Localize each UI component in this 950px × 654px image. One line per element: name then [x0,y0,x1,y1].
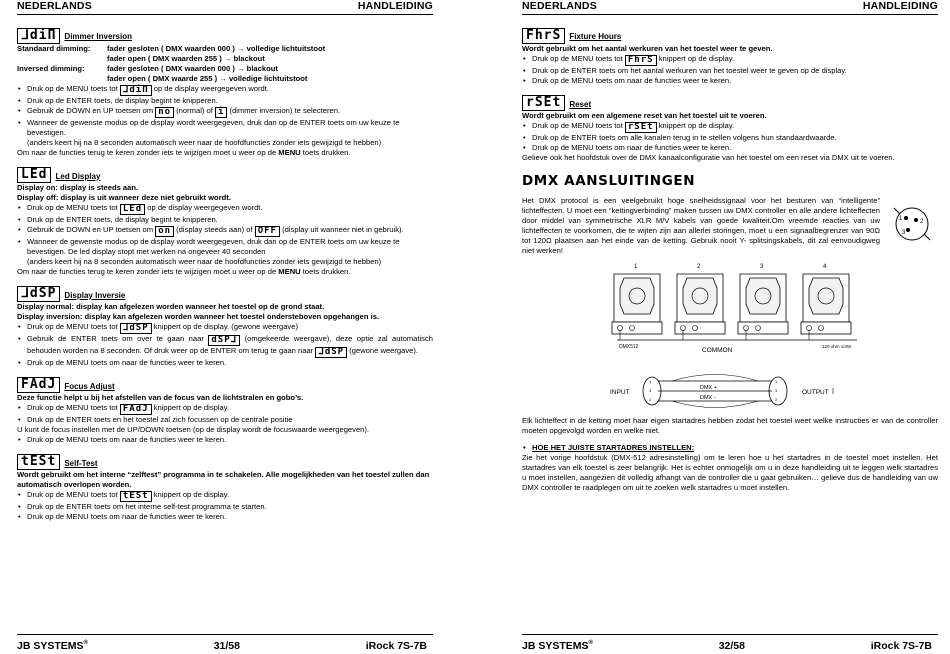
xlr-pin-label: 1 [649,379,652,385]
paragraph: Om naar de functies terug te keren zonder iets te wijzigen moet u weer op de MENU toets drukken. [17,267,351,277]
section-led-display [17,166,433,277]
xlr-pin-label: 2 [920,218,924,225]
list-item: • Druk op de MENU toets om naar de functies weer te keren. [17,512,433,522]
subheading-list [522,443,938,453]
section-self-test [17,453,433,522]
fixture-4 [801,264,851,340]
terminator-label: 120 ohm 1/4W [822,344,852,350]
lcd-display-icon: rSEt [625,122,657,133]
instruction-list [17,322,433,368]
instruction-list [522,54,938,86]
page-footer [17,634,433,654]
instruction-list [17,203,433,257]
section-display-inversion [17,285,433,368]
input-label: INPUT [610,389,630,397]
header-rule [522,14,938,15]
lcd-display-icon: ᒧdiΠ [17,28,60,44]
footer-brand: JB SYSTEMS® [522,640,593,652]
list-item: • Gebruik de DOWN en UP toetsen om on (display steeds aan) of OFF (display uit wanneer niet in gebruik). [17,225,433,237]
lcd-display-icon: FhrS [625,55,657,66]
section-heading-dmx: DMX AANSLUITINGEN [522,173,696,190]
instruction-list [17,403,433,425]
fixture-chain [612,264,851,340]
list-item: • Wanneer de gewenste modus op de display wordt weergegeven, druk dan op de ENTER toets om uw keuze te bevestigen. De led display stopt met werken na ongeveer 40 seconden [17,237,433,257]
dimming-value: fader open ( DMX waarden 255 ) → blackout [107,54,265,64]
xlr-pin-label: 2 [649,397,652,403]
dimming-value: fader open ( DMX waarde 255 ) → volledige lichtuitstoot [107,74,308,84]
lcd-display-icon: ᒧdSP [315,347,347,358]
header-language: NEDERLANDS [17,0,92,12]
fixture-1 [612,264,662,340]
dimming-table [17,44,433,84]
footer-model: iRock 7S-7B [870,640,932,652]
lcd-display-icon: tESt [120,491,152,502]
subheading-start-address: • HOE HET JUISTE STARTADRES INSTELLEN: [522,443,938,453]
section-title: Display Inversie [64,290,126,300]
page-31 [17,0,433,654]
dimming-label: Standaard dimming: [17,44,91,53]
dmx-minus-label: DMX - [700,395,716,402]
lcd-display-icon: dSPᒧ [208,335,240,346]
paragraph: Wordt gebruikt om een algemene reset van het toestel uit te voeren. [522,111,767,121]
xlr-pin-label: 3 [649,388,652,394]
header-language: NEDERLANDS [522,0,597,12]
list-item: • Druk op de MENU toets om naar de functies weer te keren. [522,143,938,153]
paragraph: Display on: display is steeds aan. [17,183,139,193]
xlr-pin-label: 1 [899,215,903,222]
output-label: OUTPUT [802,389,829,397]
section-title: Fixture Hours [569,32,622,42]
paragraph: U kunt de focus instellen met de UP/DOWN toetsen (op de display wordt de focuswaarde weergegeven). [17,425,370,435]
dmx-intro [522,196,938,256]
lcd-display-icon: FAdJ [120,404,152,415]
xlr-pin-label: 2 [775,397,778,403]
header-title: HANDLEIDING [862,0,938,12]
dmx-plus-label: DMX + [700,385,717,392]
fixture-3 [738,264,788,340]
section-focus-adjust [17,376,433,445]
lcd-display-icon: ᒧdSP [120,323,152,334]
instruction-list [17,435,433,445]
list-item: • Druk op de ENTER toets en het toestel zal zich focussen op de centrale positie [17,415,433,425]
list-item: • Druk op de ENTER toets om het interne self-test programma te starten. [17,502,433,512]
dmx-wiring-diagram [522,260,938,410]
xlr-pin-label: 1 [775,379,778,385]
paragraph: Deze functie helpt u bij het afstellen van de focus van de lichtstralen en gobo’s. [17,393,304,403]
list-item: • Druk op de MENU toets tot tESt knippert op de display. [17,490,433,502]
dimming-label: Inversed dimming: [17,64,85,74]
list-item: • Druk op de ENTER toets, de display begint te knipperen. [17,215,433,225]
lcd-display-icon: ᒧdSP [17,286,60,302]
list-item: • Druk op de ENTER toets om alle kanalen terug in te stellen volgens hun standaardwaarde. [522,133,938,143]
instruction-list [522,121,938,153]
list-item: • Druk op de MENU toets tot ᒧdiΠ op de display weergegeven wordt. [17,84,433,96]
paragraph: Elk lichteffect in de ketting moet haar eigen startadres hebben zodat het toestel weet welke instructies er van de controller moeten opgevolgd worden en welke niet. [522,416,938,436]
section-title: Led Display [55,171,101,181]
lcd-display-icon: LEd [120,204,145,215]
header-title: HANDLEIDING [357,0,433,12]
lcd-display-icon: tESt [17,454,60,470]
note: (anders keert hij na 8 seconden automatisch weer naar de hoofdfuncties zonder iets gewijzigd te hebben) [27,138,382,148]
list-item: • Druk op de MENU toets tot FAdJ knippert op de display. [17,403,433,415]
section-dimmer-inversion [17,27,433,158]
page-footer [522,634,938,654]
list-item: • Druk op de MENU toets om naar de functies weer te keren. [522,76,938,86]
section-title: Reset [569,99,592,109]
xlr-pin-label: 3 [775,388,778,394]
page-header [17,0,433,14]
fixture-number: 4 [823,264,827,271]
header-rule [17,14,433,15]
list-item: • Gebruik de ENTER toets om over te gaan naar dSPᒧ (omgekeerde weergave), deze optie zal automatisch behouden worden na 8 seconden. Of druk weer op de ENTER om terug te gaan naar ᒧdSP (gewone weergave). [17,334,433,358]
list-item: • Wanneer de gewenste modus op de display wordt weergegeven, druk dan op de ENTER toets om uw keuze te bevestigen. [17,118,433,138]
footer-model: iRock 7S-7B [365,640,427,652]
paragraph: Display inversion: display kan afgelezen worden wanneer het toestel ondersteboven opgehangen is. [17,312,380,322]
note: (anders keert hij na 8 seconden automatisch weer naar de hoofdfuncties zonder iets gewijzigd te hebben) [27,257,382,267]
list-item: • Druk op de ENTER toets, de display begint te knipperen. [17,96,433,106]
lcd-display-icon: OFF [255,226,280,237]
page-32 [522,0,938,654]
instruction-list [17,84,433,138]
paragraph: Display normal: display kan afgelezen worden wanneer het toestel op de grond staat. [17,302,325,312]
list-item: • Druk op de MENU toets om naar de functies weer te keren. [17,435,433,445]
lcd-display-icon: on [155,226,174,237]
list-item: • Druk op de ENTER toets om het aantal werkuren van het toestel weer te geven op de display. [522,66,938,76]
lcd-display-icon: FhrS [522,28,565,44]
dmx512-label: DMX512 [619,344,639,351]
list-item: • Gebruik de DOWN en UP toetsen om no (normal) of i (dimmer inversion) te selecteren. [17,106,433,118]
section-reset [522,94,938,163]
paragraph: Wordt gebruikt om het aantal werkuren van het toestel weer te geven. [522,44,773,53]
paragraph: Om naar de functies terug te keren zonder iets te wijzigen moet u weer op de MENU toets drukken. [17,148,351,158]
paragraph: Het DMX protocol is een veelgebruikt hoge snelheidssignaal voor het besturen van “intelligente” lichteffecten. U moet een “kettingverbinding” maken tussen uw DMX controller en alle andere lichteffecten door middel van symmetrische XLR M/V kabels van goede kwaliteit.Om vreemde reacties van uw lichteffecten te voorkomen, die te wijten zijn aan allerlei storingen, moet u een signaalbegrenzer van 90Ω tot 120Ω plaatsen aan het einde van de ketting. Gebruik nooit Y- splitsingskabels, dit zal eenvoudigweg niet werken! [522,195,880,255]
lcd-display-icon: LEd [17,167,51,183]
section-title: Focus Adjust [64,381,115,391]
footer-page-number: 32/58 [718,640,745,652]
footer-brand: JB SYSTEMS® [17,640,88,652]
section-fixture-hours [522,27,938,86]
dimming-value: fader gesloten ( DMX waarden 000 ) → blackout [107,64,278,74]
list-item: • Druk op de MENU toets tot LEd op de display weergegeven wordt. [17,203,433,215]
lcd-display-icon: ᒧdiΠ [120,85,152,96]
paragraph: Zie het vorige hoofdstuk (DMX-512 adresinstelling) om te leren hoe u het startadres in de toestel moet instellen. Het startadres van elk toestel is zeer belangrijk. Het is echter onmogelijk om u in deze handleiding uit te leggen welk startadres u moet instellen, aangezien dit volledig afhangt van de controller die u gaat gebruiken… gelieve dus de handleiding van uw DMX controller te raadplegen om uit te zoeken welk startadres u moet instellen. [522,453,938,493]
dimming-label [17,74,107,84]
fixture-number: 2 [697,264,701,271]
page-header [522,0,938,14]
lcd-display-icon: i [215,107,227,118]
paragraph: Gelieve ook het hoofdstuk over de DMX kanaalconfiguratie van het toestel om een reset via DMX uit te voeren. [522,153,895,163]
fixture-number: 3 [760,264,764,271]
paragraph: Wordt gebruikt om het interne “zelftest” programma in te schakelen. Alle mogelijkheden van het toestel zullen dan automatisch overlopen worden. [17,470,430,490]
fixture-number: 1 [634,264,638,271]
dimming-label [17,54,107,64]
list-item: • Druk op de MENU toets tot rSEt knippert op de display. [522,121,938,133]
xlr-connector-icon [890,202,934,246]
common-label: COMMON [702,347,733,355]
list-item: • Druk op de MENU toets om naar de functies weer te keren. [17,358,433,368]
fixture-2 [675,264,725,340]
xlr-pin-label: 3 [902,229,906,236]
list-item: • Druk op de MENU toets tot ᒧdSP knippert op de display. (gewone weergave) [17,322,433,334]
list-item: • Druk op de MENU toets tot FhrS knippert op de display. [522,54,938,66]
lcd-display-icon: FAdJ [17,377,60,393]
lcd-display-icon: no [155,107,174,118]
instruction-list [17,490,433,522]
lcd-display-icon: rSEt [522,95,565,111]
dimming-value: fader gesloten ( DMX waarden 000 ) → volledige lichtuitstoot [107,44,326,53]
footer-page-number: 31/58 [213,640,240,652]
paragraph: Display off: display is uit wanneer deze niet gebruikt wordt. [17,193,231,203]
section-title: Self-Test [64,458,98,468]
section-title: Dimmer Inversion [64,32,132,42]
